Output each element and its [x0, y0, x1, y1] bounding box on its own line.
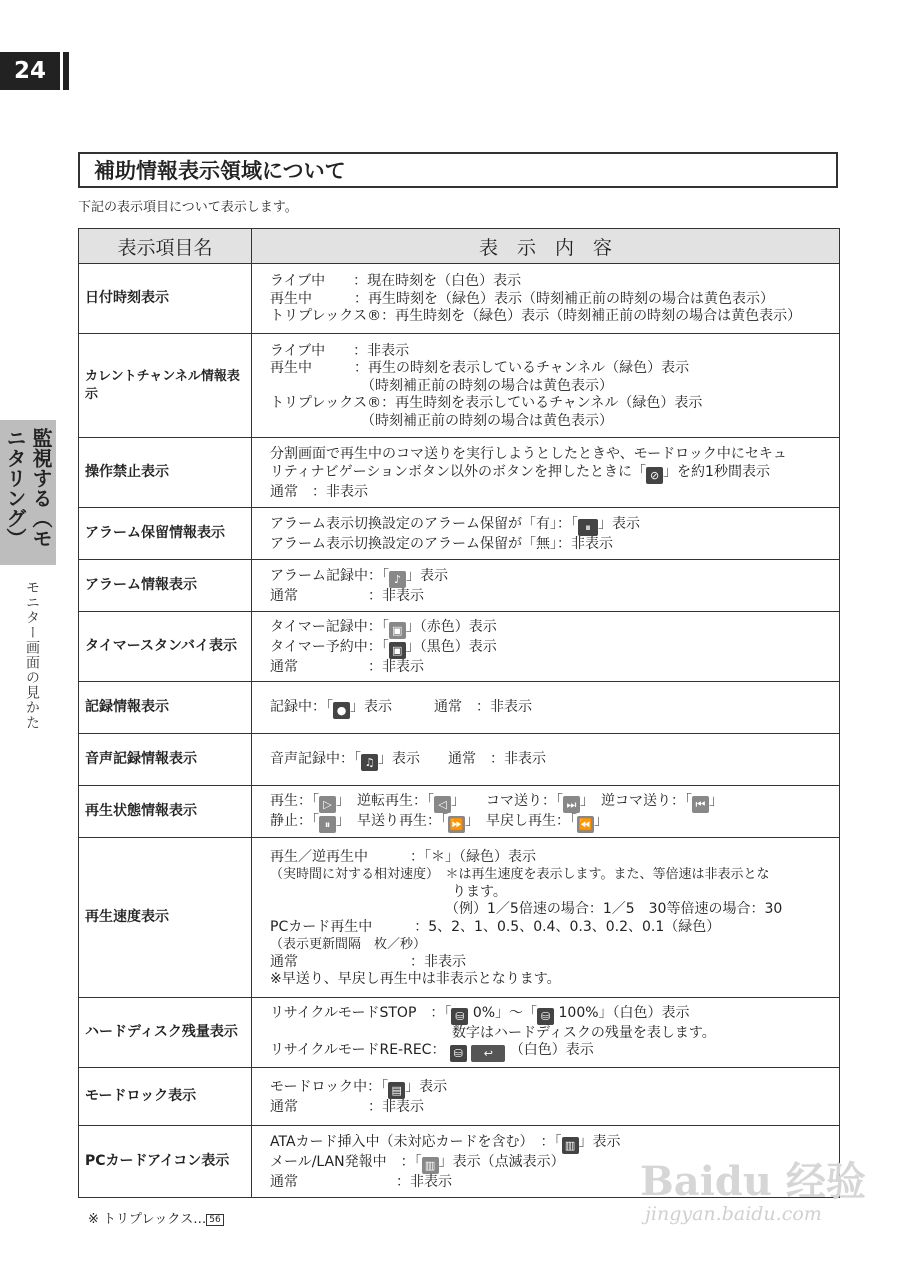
table-row [79, 838, 840, 998]
content-text: メール/LAN発報中 ：「 [270, 1153, 422, 1170]
table-row [79, 998, 840, 1068]
row-name: 操作禁止表示 [79, 438, 252, 508]
timer-reserve-icon: ▣ [389, 642, 406, 659]
section-title: 補助情報表示領域について [78, 152, 838, 188]
page-number: 24 [0, 52, 60, 90]
row-name: ハードディスク残量表示 [79, 998, 252, 1068]
content-line [270, 639, 829, 659]
content-line [270, 1079, 829, 1099]
content-text: 静止：「 [270, 812, 319, 829]
content-line: 再生／逆再生中 ：「＊」（緑色）表示 [270, 848, 536, 865]
row-name: 日付時刻表示 [79, 264, 252, 334]
content-line: トリプレックス®：再生時刻を表示しているチャンネル（緑色）表示 [270, 395, 703, 412]
content-text: リサイクルモードRE-REC： [270, 1042, 446, 1059]
content-line: （時刻補正前の時刻の場合は黄色表示） [270, 377, 613, 394]
content-text: 再生：「 [270, 792, 319, 809]
row-name: カレントチャンネル情報表示 [79, 334, 252, 438]
content-text: （白色）表示 [509, 1042, 594, 1059]
content-text: 」 [594, 812, 608, 829]
footnote-text: ※ トリプレックス… [88, 1212, 207, 1227]
watermark-url: jingyan.baidu.com [645, 1203, 822, 1225]
table-row [79, 438, 840, 508]
row-content [252, 264, 840, 334]
row-content [252, 786, 840, 838]
row-name: 再生速度表示 [79, 838, 252, 998]
row-name: 再生状態情報表示 [79, 786, 252, 838]
row-name: アラーム情報表示 [79, 560, 252, 612]
row-name: 記録情報表示 [79, 682, 252, 734]
page-reference: 56 [206, 1214, 223, 1226]
table-header-row [79, 229, 840, 264]
hdd-icon: ⛁ [450, 1045, 467, 1062]
content-line [270, 1005, 829, 1025]
content-text: 」 早送り再生：「 [336, 812, 448, 829]
play-icon: ▷ [319, 796, 336, 813]
content-line [270, 813, 829, 833]
table-row [79, 734, 840, 786]
row-content [252, 998, 840, 1068]
table-row [79, 612, 840, 682]
content-text: アラーム表示切換設定のアラーム保留が「有」：「 [270, 515, 578, 532]
content-text: 」表示 通常 ：非表示 [378, 750, 546, 767]
timer-record-icon: ▣ [389, 622, 406, 639]
content-text: 」（赤色）表示 [405, 618, 497, 635]
content-text: 」 [709, 792, 723, 809]
content-line: ライブ中 ：現在時刻を（白色）表示 [270, 273, 522, 290]
audio-record-icon: ♫ [361, 754, 378, 771]
alarm-icon: ♪ [389, 571, 406, 588]
row-name: アラーム保留情報表示 [79, 508, 252, 560]
table-row [79, 334, 840, 438]
content-line: ります。 [270, 883, 507, 900]
content-text: 」表示 [405, 1078, 448, 1095]
row-content [252, 508, 840, 560]
content-line [270, 464, 829, 484]
row-name: モードロック表示 [79, 1068, 252, 1126]
page-number-bar [63, 52, 69, 90]
content-line [270, 1042, 829, 1062]
content-line: 再生中 ：再生時刻を（緑色）表示（時刻補正前の時刻の場合は黄色表示） [270, 290, 774, 307]
table-row [79, 560, 840, 612]
watermark-logo: Baidu 经验 [640, 1158, 866, 1205]
content-text: 」 逆コマ送り：「 [580, 792, 692, 809]
content-text: 音声記録中：「 [270, 750, 361, 767]
content-text: 100%」（白色）表示 [554, 1004, 690, 1021]
frame-reverse-icon: ⏮ [692, 796, 709, 813]
content-line: （実時間に対する相対速度） ＊は再生速度を表示します。また、等倍速は非表示とな [270, 867, 770, 882]
content-line [270, 619, 829, 639]
content-text: 」表示 [578, 1133, 621, 1150]
content-line: （時刻補正前の時刻の場合は黄色表示） [270, 412, 613, 429]
content-line: PCカード再生中 ：5、2、1、0.5、0.4、0.3、0.2、0.1（緑色） [270, 918, 721, 935]
row-content [252, 612, 840, 682]
table-row [79, 786, 840, 838]
content-text: タイマー予約中：「 [270, 638, 389, 655]
still-icon: ⏸ [319, 816, 336, 833]
content-line [270, 699, 829, 719]
row-content [252, 560, 840, 612]
reverse-play-icon: ◁ [434, 796, 451, 813]
header-content: 表 示 内 容 [252, 229, 840, 264]
table-row [79, 682, 840, 734]
fast-forward-icon: ⏩ [449, 817, 464, 831]
recycle-icon: ↩ [471, 1045, 505, 1062]
content-line: 通常 ：非表示 [270, 483, 368, 500]
row-content [252, 682, 840, 734]
content-line: 通常 ：非表示 [270, 1173, 452, 1190]
table-row [79, 508, 840, 560]
header-item-name: 表示項目名 [79, 229, 252, 264]
content-text: 記録中：「 [270, 698, 333, 715]
content-text: ATAカード挿入中（未対応カードを含む） ：「 [270, 1133, 562, 1150]
row-content [252, 334, 840, 438]
content-text: モードロック中：「 [270, 1078, 389, 1095]
content-text: 」（黒色）表示 [405, 638, 497, 655]
lock-icon: ▤ [388, 1082, 405, 1099]
intro-text: 下記の表示項目について表示します。 [78, 200, 298, 215]
content-text: 」 コマ送り：「 [451, 792, 563, 809]
content-line [270, 516, 829, 536]
content-line: ライブ中 ：非表示 [270, 342, 410, 359]
row-content [252, 438, 840, 508]
hdd-icon: ⛁ [537, 1008, 554, 1025]
content-line: （表示更新間隔 枚／秒） [270, 937, 427, 952]
content-line: トリプレックス®：再生時刻を（緑色）表示（時刻補正前の時刻の場合は黄色表示） [270, 308, 802, 325]
prohibit-icon: ⊘ [646, 467, 663, 484]
table-row [79, 264, 840, 334]
content-line: ※早送り、早戻し再生中は非表示となります。 [270, 971, 561, 987]
content-text: リサイクルモードSTOP ：「 [270, 1004, 452, 1021]
row-content [252, 734, 840, 786]
content-text: アラーム記録中：「 [270, 567, 389, 584]
content-line: （例）1／5倍速の場合：1／5 30等倍速の場合：30 [270, 901, 783, 917]
content-line: 通常 ：非表示 [270, 1098, 424, 1115]
content-line [270, 751, 829, 771]
pc-card-icon: ▥ [562, 1137, 579, 1154]
content-line: 通常 ：非表示 [270, 953, 466, 970]
row-content [252, 838, 840, 998]
row-name: タイマースタンバイ表示 [79, 612, 252, 682]
record-icon: ● [333, 702, 350, 719]
row-name: 音声記録情報表示 [79, 734, 252, 786]
content-text: 」表示 通常 ：非表示 [350, 698, 532, 715]
frame-advance-icon: ⏭ [563, 796, 580, 813]
row-name: PCカードアイコン表示 [79, 1126, 252, 1198]
content-text: 」表示（点滅表示） [438, 1153, 565, 1170]
footnote [88, 1208, 224, 1227]
content-text: 」表示 [598, 515, 640, 532]
content-text: 0%」〜「 [468, 1004, 538, 1021]
content-line: 分割画面で再生中のコマ送りを実行しようとしたときや、モードロック中にセキュ [270, 446, 787, 462]
content-text: 」表示 [406, 567, 448, 584]
content-text: 」 早戻し再生：「 [465, 812, 577, 829]
content-line: 通常 ：非表示 [270, 587, 424, 604]
mail-lan-icon: ▥ [422, 1157, 439, 1174]
display-items-table [78, 228, 840, 1198]
content-line: 通常 ：非表示 [270, 658, 424, 675]
content-text: 」 逆転再生：「 [336, 792, 434, 809]
content-text: 」を約1秒間表示 [663, 463, 770, 480]
hdd-icon: ⛁ [451, 1008, 468, 1025]
alarm-hold-icon: ⏸ [578, 519, 598, 536]
row-content [252, 1068, 840, 1126]
content-line: 再生中 ：再生の時刻を表示しているチャンネル（緑色）表示 [270, 360, 690, 377]
content-line [270, 568, 829, 588]
side-chapter-label: 監視する（モニタリング） [3, 428, 53, 548]
content-line: 数字はハードディスクの残量を表します。 [270, 1024, 716, 1041]
side-section-label: モニター画面の見かた [24, 580, 40, 730]
content-line [270, 793, 829, 813]
content-text: タイマー記録中：「 [270, 618, 389, 635]
table-row [79, 1068, 840, 1126]
rewind-icon: ⏪ [578, 817, 593, 831]
content-text: リティナビゲーションボタン以外のボタンを押したときに「 [270, 463, 647, 480]
content-line: アラーム表示切換設定のアラーム保留が「無」：非表示 [270, 535, 613, 552]
